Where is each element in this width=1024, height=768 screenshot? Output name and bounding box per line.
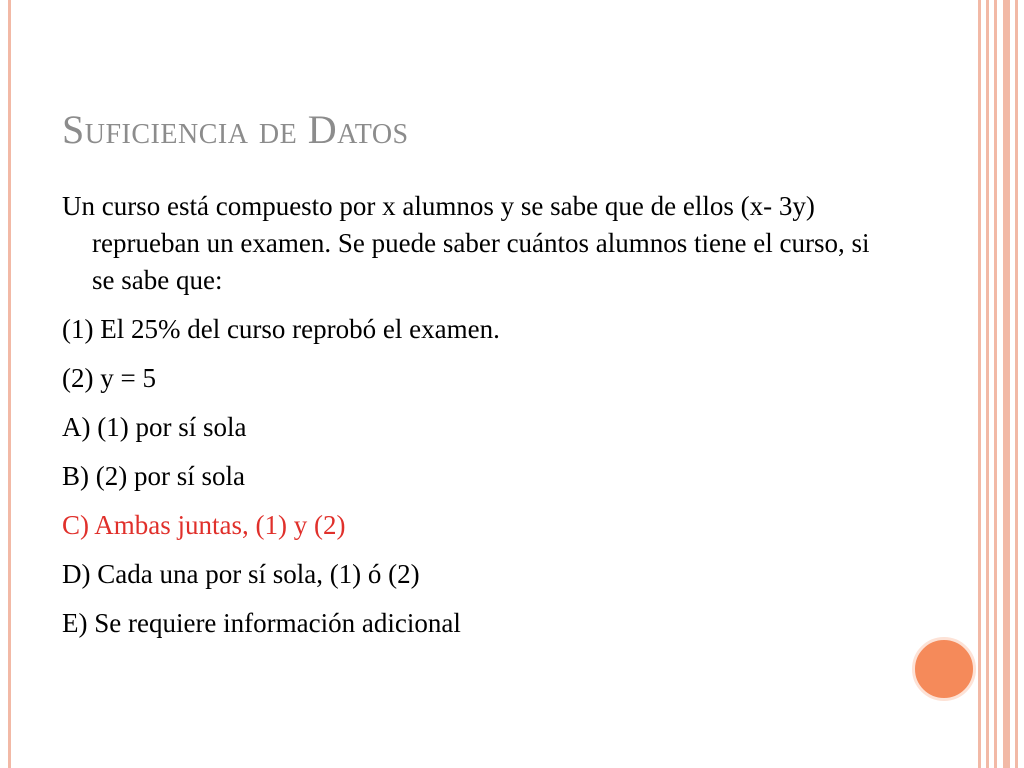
option-b: B) (2) por sí sola	[62, 461, 245, 491]
condition-2: (2) y = 5	[62, 363, 156, 393]
right-border-line	[1015, 0, 1018, 768]
slide-content	[62, 188, 892, 654]
right-border-line	[986, 0, 989, 768]
problem-statement: Un curso está compuesto por x alumnos y se sabe que de ellos (x- 3y) reprueban un examen. Se puede saber cuántos alumnos tiene el curso, si se sabe que:	[62, 191, 870, 295]
slide-title: Suficiencia de Datos	[62, 107, 409, 152]
option-c-correct: C) Ambas juntas, (1) y (2)	[62, 510, 346, 540]
condition-1: (1) El 25% del curso reprobó el examen.	[62, 314, 500, 344]
right-border-line	[994, 0, 997, 768]
option-d: D) Cada una por sí sola, (1) ó (2)	[62, 559, 420, 589]
left-border-line	[8, 0, 11, 768]
right-border-line	[978, 0, 981, 768]
option-a: A) (1) por sí sola	[62, 412, 247, 442]
right-border-line	[1003, 0, 1010, 768]
option-e: E) Se requiere información adicional	[62, 608, 461, 638]
decorative-circle	[912, 637, 976, 701]
